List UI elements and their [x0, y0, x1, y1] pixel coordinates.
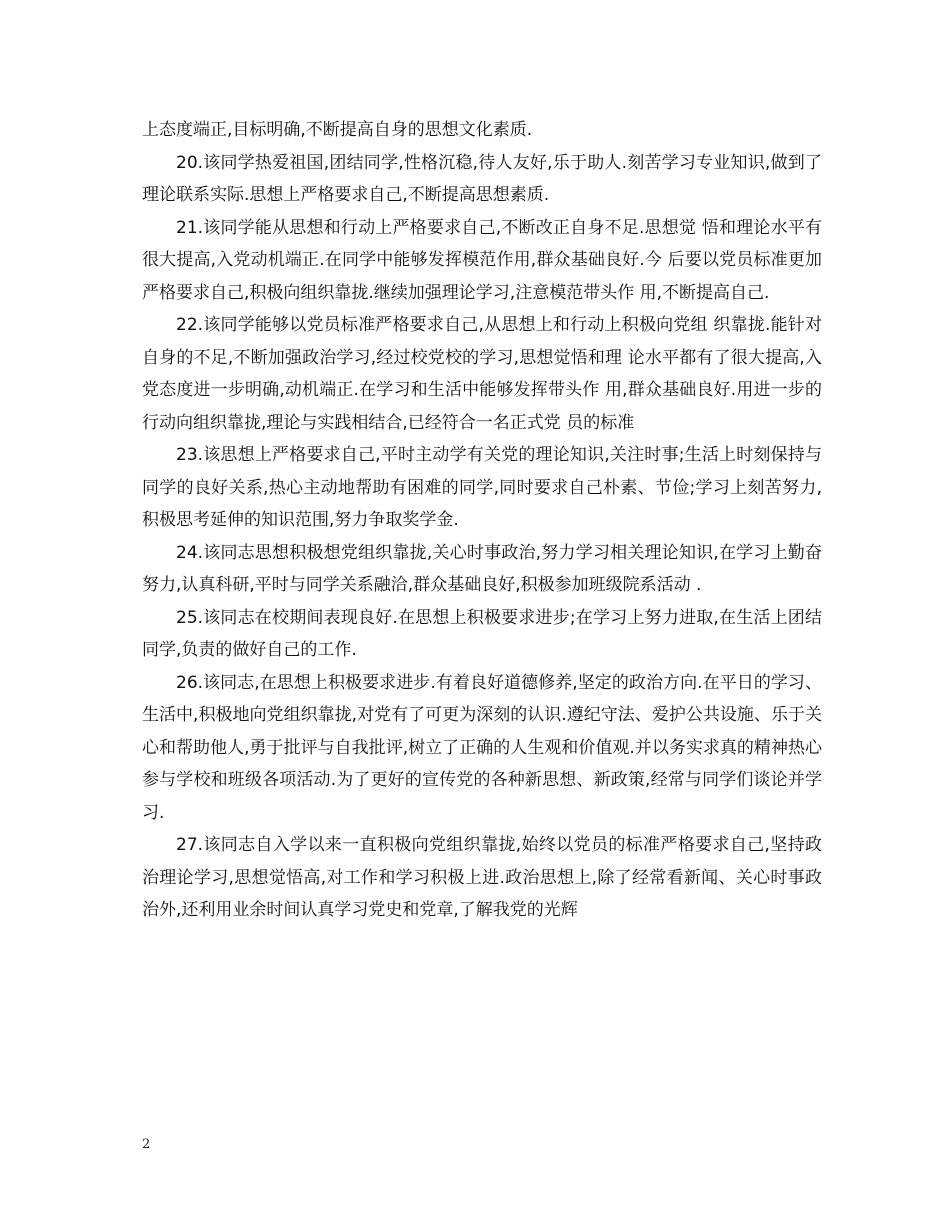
paragraph-item-24: 24.该同志思想积极想党组织靠拢,关心时事政治,努力学习相关理论知识,在学习上勤奋努力,认真科研,平时与同学关系融洽,群众基础良好,积极参加班级院系活动 . [142, 542, 822, 595]
document-body [142, 114, 822, 927]
paragraph-item-27: 27.该同志自入学以来一直积极向党组织靠拢,始终以党员的标准严格要求自己,坚持政治理论学习,思想觉悟高,对工作和学习积极上进.政治思想上,除了经常看新闻、关心时事政治外,还利用业余时间认真学习党史和党章,了解我党的光辉 [142, 835, 822, 920]
paragraph-item-23: 23.该思想上严格要求自己,平时主动学有关党的理论知识,关注时事;生活上时刻保持与同学的良好关系,热心主动地帮助有困难的同学,同时要求自己朴素、节俭;学习上刻苦努力,积极思考延伸的知识范围,努力争取奖学金. [142, 445, 822, 530]
paragraph-item-20: 20.该同学热爱祖国,团结同学,性格沉稳,待人友好,乐于助人.刻苦学习专业知识,做到了理论联系实际.思想上严格要求自己,不断提高思想素质. [142, 152, 822, 205]
paragraph-item-22: 22.该同学能够以党员标准严格要求自己,从思想上和行动上积极向党组 织靠拢.能针对自身的不足,不断加强政治学习,经过校党校的学习,思想觉悟和理 论水平都有了很大提高,入党态度进一步明确,动机端正.在学习和生活中能够发挥带头作 用,群众基础良好.用进一步的行动向组织靠拢,理论与实践相结合,已经符合一名正式党 员的标准 [142, 315, 822, 433]
paragraph-continuation: 上态度端正,目标明确,不断提高自身的思想文化素质. [142, 120, 533, 140]
paragraph-item-26: 26.该同志,在思想上积极要求进步.有着良好道德修养,坚定的政治方向.在平日的学习、生活中,积极地向党组织靠拢,对党有了可更为深刻的认识.遵纪守法、爱护公共设施、乐于关心和帮助他人,勇于批评与自我批评,树立了正确的人生观和价值观.并以务实求真的精神热心参与学校和班级各项活动.为了更好的宣传党的各种新思想、新政策,经常与同学们谈论并学习. [142, 672, 822, 823]
paragraph-item-25: 25.该同志在校期间表现良好.在思想上积极要求进步;在学习上努力进取,在生活上团结同学,负责的做好自己的工作. [142, 607, 822, 660]
page-number: 2 [142, 1137, 151, 1152]
paragraph-item-21: 21.该同学能从思想和行动上严格要求自己,不断改正自身不足.思想觉 悟和理论水平有很大提高,入党动机端正.在同学中能够发挥模范作用,群众基础良好.今 后要以党员标准更加严格要求自己,积极向组织靠拢.继续加强理论学习,注意模范带头作 用,不断提高自己. [142, 217, 822, 303]
